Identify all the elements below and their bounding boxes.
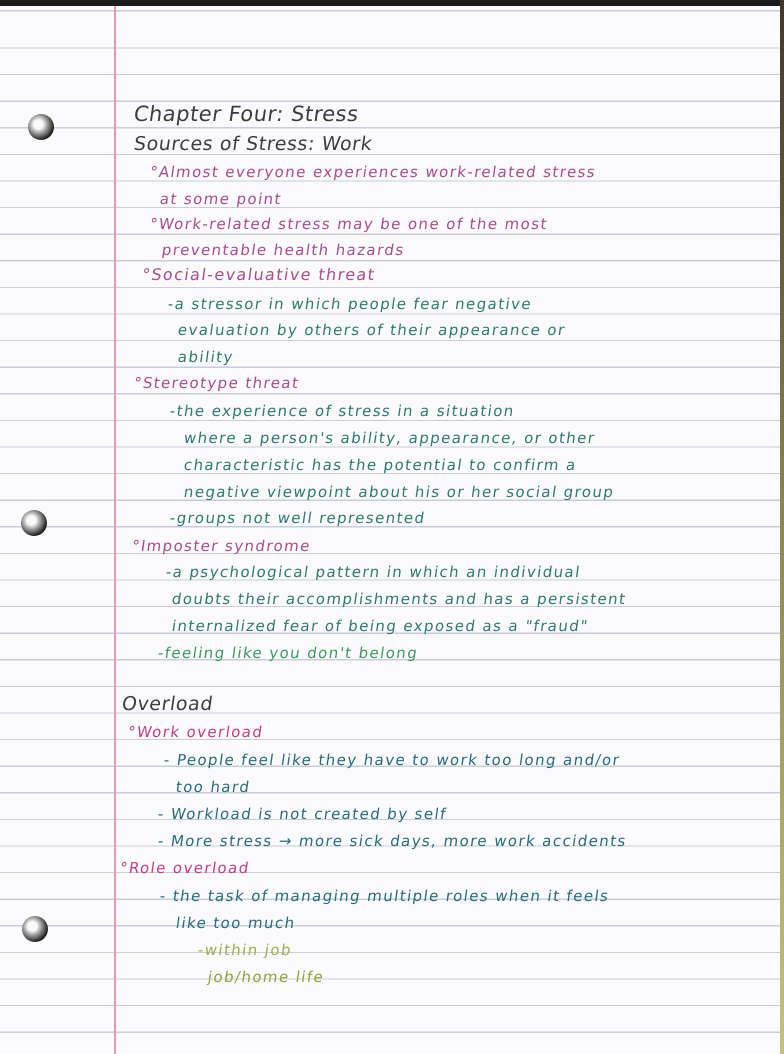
section-heading: Sources of Stress: Work [132,133,374,155]
note-line: °Almost everyone experiences work-related stress [148,163,598,181]
note-line: °Social-evaluative threat [140,265,377,284]
note-line: - Workload is not created by self [156,805,449,823]
note-line: internalized fear of being exposed as a "fraud" [170,617,590,635]
section-heading: Overload [120,693,215,715]
note-line: °Stereotype threat [132,374,301,392]
note-line: at some point [158,190,284,208]
note-line: negative viewpoint about his or her social group [182,483,616,501]
note-line: too hard [174,778,252,796]
note-line: -the experience of stress in a situation [168,402,517,420]
note-line: °Work-related stress may be one of the most [148,215,550,233]
note-line: °Work overload [126,723,265,741]
note-line: doubts their accomplishments and has a persistent [170,590,628,608]
note-line: ability [176,348,236,366]
note-line: - People feel like they have to work too long and/or [162,751,622,769]
note-line: where a person's ability, appearance, or other [182,429,597,447]
note-line: preventable health hazards [160,241,406,259]
note-line: - the task of managing multiple roles when it feels [158,887,611,905]
punch-hole [28,114,54,140]
note-line: -a stressor in which people fear negative [166,295,534,313]
note-line: -groups not well represented [168,509,427,527]
note-line: °Role overload [118,859,251,877]
note-line: like too much [174,914,297,932]
note-line: job/home life [206,968,326,986]
note-line: -within job [196,941,294,959]
note-line: characteristic has the potential to confirm a [182,456,578,474]
note-line: - More stress → more sick days, more work accidents [156,832,629,850]
page-title: Chapter Four: Stress [132,102,361,126]
notebook-page [0,6,780,1054]
punch-hole [21,510,47,536]
note-line: evaluation by others of their appearance or [176,321,567,339]
note-line: -feeling like you don't belong [156,644,420,662]
note-line: °Imposter syndrome [130,537,313,555]
page-edge [780,0,784,1054]
punch-hole [22,916,48,942]
note-line: -a psychological pattern in which an individual [164,563,583,581]
